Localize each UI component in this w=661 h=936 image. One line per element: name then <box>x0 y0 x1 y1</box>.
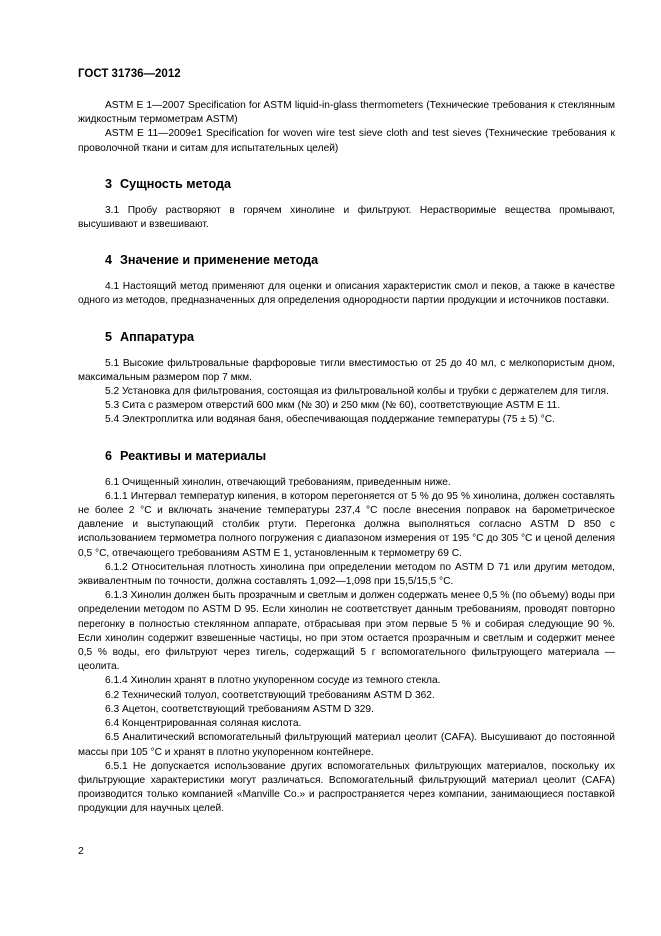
section-3 <box>78 176 615 232</box>
reference-astm-e11: ASTM E 11—2009е1 Specification for woven wire test sieve cloth and test sieves (Технические требования к проволочной ткани и ситам для испытательных целей) <box>78 128 615 154</box>
section-title: Значение и применение метода <box>120 253 319 268</box>
section-number: 5 <box>105 329 113 344</box>
section-heading <box>78 448 615 464</box>
page-content <box>78 66 615 817</box>
paragraph-6-1: 6.1 Очищенный хинолин, отвечающий требованиям, приведенным ниже. <box>105 476 451 488</box>
paragraph-6-4: 6.4 Концентрированная соляная кислота. <box>105 718 302 730</box>
section-title: Аппаратура <box>120 329 195 344</box>
section-title: Реактивы и материалы <box>120 448 267 463</box>
section-number: 4 <box>105 253 113 268</box>
paragraph-6-2: 6.2 Технический толуол, соответствующий требованиям ASTM D 362. <box>105 689 435 701</box>
document-code: ГОСТ 31736—2012 <box>78 68 181 80</box>
section-number: 6 <box>105 448 113 463</box>
section-title: Сущность метода <box>120 176 231 191</box>
paragraph-6-1-4: 6.1.4 Хинолин хранят в плотно укупоренном сосуде из темного стекла. <box>105 675 441 687</box>
paragraph-4-1: 4.1 Настоящий метод применяют для оценки и описания характеристик смол и пеков, а также в качестве одного из методов, предназначенных для определения однородности партии продукции и источников поставки. <box>78 281 615 307</box>
section-6 <box>78 448 615 817</box>
paragraph-6-3: 6.3 Ацетон, соответствующий требованиям ASTM D 329. <box>105 703 374 715</box>
paragraph-5-1: 5.1 Высокие фильтровальные фарфоровые тигли вместимостью от 25 до 40 мл, с мелкопористым дном, максимальным размером пор 7 мкм. <box>78 357 615 383</box>
reference-astm-e1: ASTM E 1—2007 Specification for ASTM liquid-in-glass thermometers (Технические требования к стеклянным жидкостным термометрам ASTM) <box>78 100 615 126</box>
section-5 <box>78 329 615 428</box>
paragraph-3-1: 3.1 Пробу растворяют в горячем хинолине и фильтруют. Нерастворимые вещества промывают, высушивают и взвешивают. <box>78 204 615 231</box>
paragraph-5-3: 5.3 Сита с размером отверстий 600 мкм (№ 30) и 250 мкм (№ 60), соответствующие ASTM E 11. <box>105 400 561 412</box>
section-number: 3 <box>105 176 113 191</box>
paragraph-6-5: 6.5 Аналитический вспомогательный фильтрующий материал цеолит (CAFA). Высушивают до постоянной массы при 105 °С и хранят в плотно укупоренном контейнере. <box>78 732 615 758</box>
paragraph-5-4: 5.4 Электроплитка или водяная баня, обеспечивающая поддержание температуры (75 ± 5) °С. <box>105 414 555 426</box>
page-number: 2 <box>78 845 84 857</box>
section-heading <box>78 176 615 192</box>
paragraph-6-1-1: 6.1.1 Интервал температур кипения, в котором перегоняется от 5 % до 95 % хинолина, должен составлять не более 2 °С и включать значение температуры 237,4 °С после внесения поправок на барометрическое давление и выступающий столбик ртути. Перегонка должна выполняться согласно ASTM D 850 с использованием термометра полного погружения с диапазоном измерения от 195 °С до 305 °С и ценой деления 0,5 °С, отвечающего требованиям ASTM E 1, установленным к термометру 69 С. <box>78 490 615 559</box>
paragraph-6-1-2: 6.1.2 Относительная плотность хинолина при определении методом по ASTM D 71 или другим методом, эквивалентным по точности, должна составлять 1,092—1,098 при 15,5/15,5 °С. <box>78 561 615 588</box>
paragraph-5-2: 5.2 Установка для фильтрования, состоящая из фильтровальной колбы и трубки с держателем для тигля. <box>105 386 609 398</box>
section-4 <box>78 252 615 308</box>
references-list <box>78 99 615 156</box>
paragraph-6-1-3: 6.1.3 Хинолин должен быть прозрачным и светлым и должен содержать менее 0,5 % (по объему) воды при определении методом по ASTM D 95. Если хинолин не соответствует данным требованиям, проводят повторно перегонку в полностью стеклянном аппарате, отбрасывая при этом первые 5 % и собирая следующие 90 %. Если хинолин содержит взвешенные частицы, но при этом остается прозрачным и светлым и содержит менее 0,5 % воды, его фильтруют через тигель, содержащий 5 г вспомогательного фильтрующего материала — цеолита. <box>78 590 615 673</box>
paragraph-6-5-1: 6.5.1 Не допускается использование других вспомогательных фильтрующих материалов, поскольку их фильтрующие характеристики могут различаться. Вспомогательный фильтрующий материал цеолит (CAFA) производится только компанией «Manville Co.» и распространяется через компании, занимающиеся поставкой продукции для научных целей. <box>78 760 615 815</box>
section-heading <box>78 329 615 345</box>
section-heading <box>78 252 615 268</box>
